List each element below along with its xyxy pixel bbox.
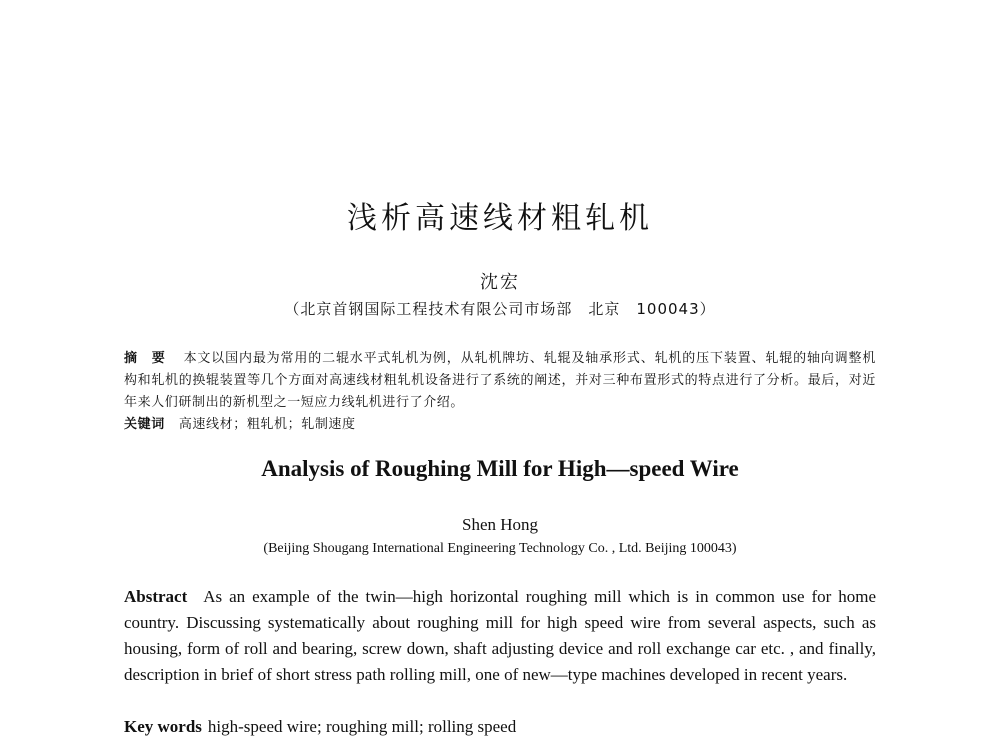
english-keywords-label: Key words (124, 717, 202, 736)
chinese-affiliation: （北京首钢国际工程技术有限公司市场部 北京 100043） (284, 300, 716, 318)
english-title: Analysis of Roughing Mill for High—speed Wire (261, 456, 739, 481)
chinese-abstract-label: 摘 要 (124, 351, 166, 366)
chinese-keywords-text: 高速线材；粗轧机；轧制速度 (178, 417, 356, 432)
english-author: Shen Hong (461, 515, 539, 534)
chinese-keywords (124, 414, 876, 436)
chinese-abstract (124, 348, 876, 414)
english-affiliation: (Beijing Shougang International Engineering Technology Co. , Ltd. Beijing 100043) (263, 541, 737, 556)
chinese-author: 沈宏 (480, 272, 520, 293)
english-keywords (124, 714, 876, 740)
english-abstract-text: As an example of the twin—high horizontal roughing mill which is in common use for home country. Discussing systematically about roughing mill for high speed wire from several aspects, such as housing, form of roll and bearing, screw down, shaft adjusting device and roll exchange car etc. , and finally, description in brief of short stress path rolling mill, one of new—type machines developed in recent years. (124, 587, 876, 684)
chinese-keywords-label: 关键词 (124, 417, 165, 432)
chinese-abstract-text: 本文以国内最为常用的二辊水平式轧机为例，从轧机牌坊、轧辊及轴承形式、轧机的压下装置、轧辊的轴向调整机构和轧机的换辊装置等几个方面对高速线材粗轧机设备进行了系统的阐述，并对三种布置形式的特点进行了分析。最后，对近年来人们研制出的新机型之一短应力线轧机进行了介绍。 (124, 351, 876, 410)
chinese-title: 浅析高速线材粗轧机 (347, 201, 653, 236)
english-abstract (124, 584, 876, 688)
english-keywords-text: high-speed wire; roughing mill; rolling speed (207, 717, 517, 736)
english-abstract-label: Abstract (124, 587, 188, 606)
